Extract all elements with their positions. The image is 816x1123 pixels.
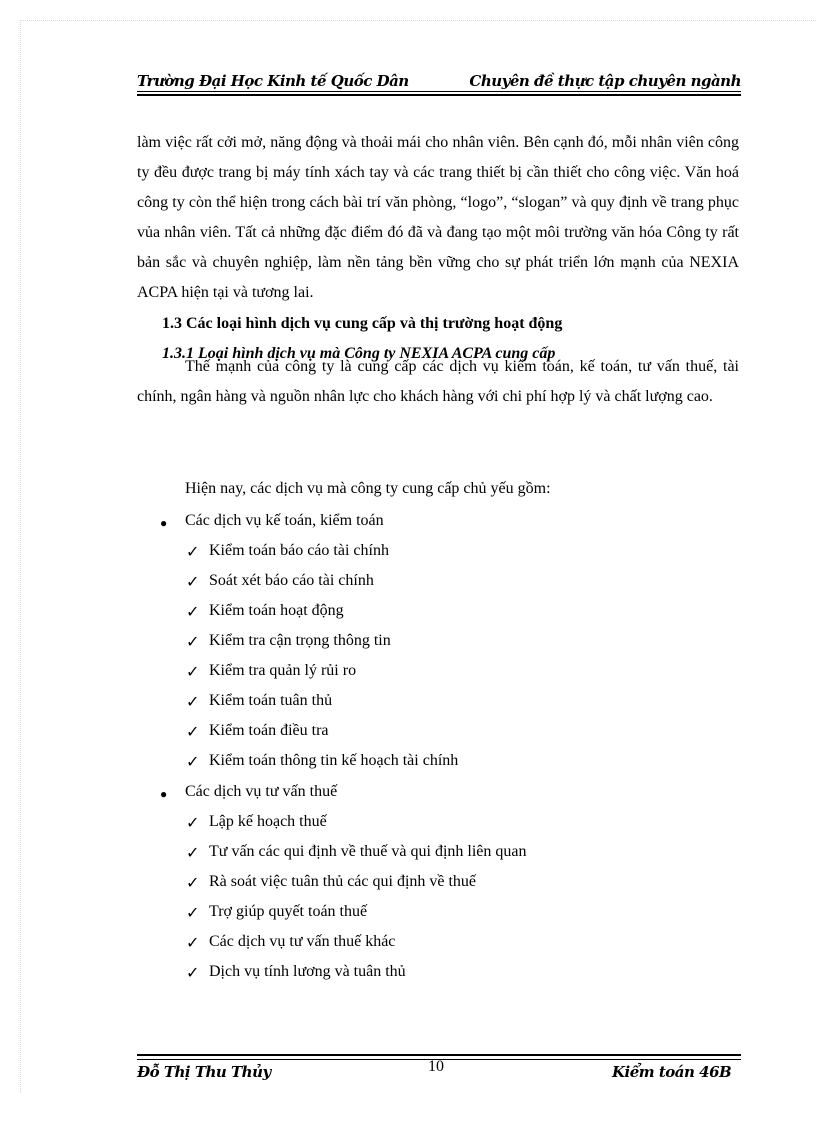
list-item: Tư vấn các qui định về thuế và qui định liên quan [209, 843, 527, 860]
checkmark-icon: ✓ [186, 935, 200, 952]
list-item: Kiểm tra cận trọng thông tin [209, 632, 391, 649]
header-report-title: Chuyên đề thực tập chuyên ngành [469, 72, 741, 90]
list-item: Kiểm toán tuân thủ [209, 692, 333, 709]
strength-block [137, 352, 739, 412]
header-university: Trường Đại Học Kinh tế Quốc Dân [137, 72, 409, 90]
group-title-accounting: Các dịch vụ kế toán, kiểm toán [185, 512, 384, 529]
list-item: Kiểm tra quản lý rủi ro [209, 662, 357, 679]
checkmark-icon: ✓ [186, 754, 200, 771]
body-text [137, 128, 739, 308]
footer-rule-thick [137, 1054, 741, 1056]
group-title-tax: Các dịch vụ tư vấn thuế [185, 783, 338, 800]
list-item: Rà soát việc tuân thủ các qui định về thuế [209, 873, 477, 890]
list-item: Kiểm toán thông tin kế hoạch tài chính [209, 752, 459, 769]
bullet-icon: ● [160, 787, 168, 801]
list-item: Soát xét báo cáo tài chính [209, 572, 374, 589]
subsection-heading: 1.3.1 Loại hình dịch vụ mà Công ty NEXIA ACPA cung cấp [162, 345, 556, 362]
checkmark-icon: ✓ [186, 574, 200, 591]
list-item: Kiểm toán điều tra [209, 722, 329, 739]
header-rule [137, 91, 741, 92]
checkmark-icon: ✓ [186, 845, 200, 862]
checkmark-icon: ✓ [186, 664, 200, 681]
intro-paragraph: làm việc rất cởi mở, năng động và thoải mái cho nhân viên. Bên cạnh đó, mỗi nhân viên công ty đều được trang bị máy tính xách tay và các trang thiết bị cần thiết cho công việc. Văn hoá công ty còn thể hiện trong cách bài trí văn phòng, “logo”, “slogan” và quy định về trang phục vủa nhân viên. Tất cả những đặc điểm đó đã và đang tạo một môi trường văn hóa Công ty rất bản sắc và chuyên nghiệp, làm nền tảng bền vững cho sự phát triển lớn mạnh của NEXIA ACPA hiện tại và tương lai. [137, 134, 739, 301]
section-heading: 1.3 Các loại hình dịch vụ cung cấp và thị trường hoạt động [162, 315, 563, 332]
page-header [137, 70, 741, 92]
checkmark-icon: ✓ [186, 965, 200, 982]
list-item: Trợ giúp quyết toán thuế [209, 903, 368, 920]
list-item: Kiểm toán hoạt động [209, 602, 344, 619]
checkmark-icon: ✓ [186, 634, 200, 651]
list-item: Lập kế hoạch thuế [209, 813, 327, 830]
checkmark-icon: ✓ [186, 815, 200, 832]
checkmark-icon: ✓ [186, 694, 200, 711]
list-item: Kiểm toán báo cáo tài chính [209, 542, 389, 559]
footer-author: Đỗ Thị Thu Thủy [137, 1063, 271, 1081]
checkmark-icon: ✓ [186, 905, 200, 922]
bullet-icon: ● [160, 516, 168, 530]
checkmark-icon: ✓ [186, 875, 200, 892]
header-rule-thick [137, 94, 741, 96]
page-number: 10 [428, 1058, 444, 1075]
checkmark-icon: ✓ [186, 544, 200, 561]
checkmark-icon: ✓ [186, 724, 200, 741]
list-item: Các dịch vụ tư vấn thuế khác [209, 933, 396, 950]
list-item: Dịch vụ tính lương và tuân thủ [209, 963, 406, 980]
strength-paragraph: Thế mạnh của công ty là cung cấp các dịch vụ kiểm toán, kế toán, tư vấn thuế, tài chính, ngân hàng và nguồn nhân lực cho khách hàng với chi phí hợp lý và chất lượng cao. [137, 358, 739, 405]
checkmark-icon: ✓ [186, 604, 200, 621]
services-intro: Hiện nay, các dịch vụ mà công ty cung cấp chủ yếu gồm: [185, 480, 551, 497]
footer-class: Kiểm toán 46B [612, 1063, 732, 1081]
